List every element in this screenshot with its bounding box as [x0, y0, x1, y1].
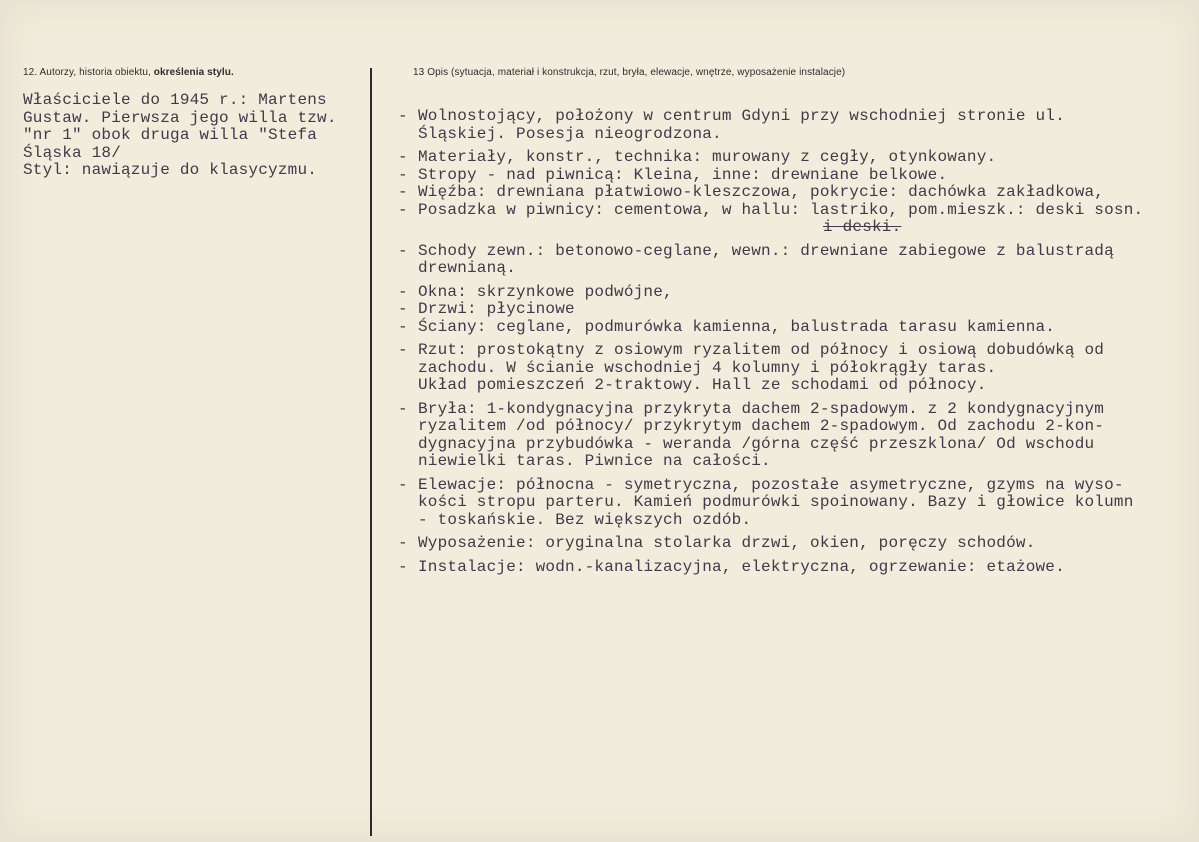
section-12-number: 12. [23, 67, 38, 78]
description-entry [398, 319, 1178, 337]
description-line: Instalacje: wodn.-kanalizacyjna, elektryczna, ogrzewanie: etażowe. [418, 557, 1065, 576]
history-line: Gustaw. Pierwsza jego willa tzw. [23, 108, 337, 127]
history-line: Właściciele do 1945 r.: Martens [23, 91, 327, 109]
description-line: Materiały, konstr., technika: murowany z cegły, otynkowany. [418, 148, 997, 166]
bullet-dash: - [398, 107, 408, 125]
description-line: drewnianą. [418, 259, 517, 277]
description-line: kości stropu parteru. Kamień podmurówki spoinowany. Bazy i głowice kolumn [418, 493, 1134, 511]
description-line: i deski. [823, 218, 902, 236]
description-line: ryzalitem /od północy/ przykrytym dachem 2-spadowym. Od zachodu 2-kon- [418, 417, 1105, 435]
section-12-label [23, 67, 234, 78]
description-entry [398, 477, 1178, 530]
bullet-dash: - [398, 148, 408, 166]
description-entry [398, 149, 1178, 167]
description-line: Rzut: prostokątny z osiowym ryzalitem od północy i osiową dobudówką od [418, 341, 1105, 359]
bullet-dash: - [398, 200, 408, 219]
bullet-dash: - [398, 534, 408, 552]
description-line: Ściany: ceglane, podmurówka kamienna, balustrada tarasu kamienna. [418, 317, 1056, 336]
description-entry [398, 243, 1178, 278]
description-entry [398, 342, 1178, 395]
description-line: zachodu. W ścianie wschodniej 4 kolumny i półokrągły taras. [418, 358, 997, 377]
description-text [398, 108, 1178, 582]
description-entry [398, 559, 1178, 577]
description-entry [398, 167, 1178, 185]
description-line: Okna: skrzynkowe podwójne, [418, 282, 673, 301]
description-line: Schody zewn.: betonowo-ceglane, wewn.: drewniane zabiegowe z balustradą [418, 241, 1114, 260]
description-entry [398, 284, 1178, 302]
description-line: Stropy - nad piwnicą: Kleina, inne: drewniane belkowe. [418, 165, 948, 184]
bullet-dash: - [398, 165, 408, 184]
section-12-bold: określenia stylu. [153, 67, 234, 78]
description-entry [398, 184, 1178, 202]
description-line: Bryła: 1-kondygnacyjna przykryta dachem 2-spadowym. z 2 kondygnacyjnym [418, 399, 1105, 418]
section-13-label [413, 67, 845, 78]
description-entry [398, 401, 1178, 471]
history-line: "nr 1" obok druga willa "Stefa [23, 126, 318, 144]
section-13-text: Opis (sytuacja, materiał i konstrukcja, rzut, bryła, elewacje, wnętrze, wyposażenie instalacje) [427, 67, 846, 78]
description-line: - toskańskie. Bez większych ozdób. [418, 510, 752, 529]
section-12-text: Autorzy, historia obiektu, [39, 67, 154, 78]
description-line: Elewacje: północna - symetryczna, pozostałe asymetryczne, gzyms na wyso- [418, 475, 1124, 494]
bullet-dash: - [398, 183, 408, 201]
history-text [23, 92, 363, 180]
description-entry [398, 535, 1178, 553]
bullet-dash: - [398, 399, 408, 418]
description-entry [398, 108, 1178, 143]
bullet-dash: - [398, 282, 408, 301]
bullet-dash: - [398, 300, 408, 318]
description-line: niewielki taras. Piwnice na całości. [418, 452, 771, 470]
column-divider [370, 68, 372, 836]
history-line: Styl: nawiązuje do klasycyzmu. [23, 161, 318, 179]
description-line: Wolnostojący, położony w centrum Gdyni przy wschodniej stronie ul. [418, 107, 1065, 125]
description-line: Wyposażenie: oryginalna stolarka drzwi, okien, poręczy schodów. [418, 534, 1036, 552]
bullet-dash: - [398, 341, 408, 359]
bullet-dash: - [398, 241, 408, 260]
bullet-dash: - [398, 557, 408, 576]
description-line: Śląskiej. Posesja nieogrodzona. [418, 124, 722, 143]
bullet-dash: - [398, 317, 408, 336]
description-entry [398, 301, 1178, 319]
description-line: Więźba: drewniana płatwiowo-kleszczowa, pokrycie: dachówka zakładkowa, [418, 183, 1105, 201]
description-line: Drzwi: płycinowe [418, 300, 575, 318]
section-13-number: 13 [413, 67, 425, 78]
description-line: dygnacyjna przybudówka - weranda /górna część przeszklona/ Od wschodu [418, 434, 1095, 453]
history-line: Śląska 18/ [23, 143, 122, 162]
description-line: Posadzka w piwnicy: cementowa, w hallu: lastriko, pom.mieszk.: deski sosn. [418, 200, 1144, 219]
description-entry [398, 202, 1178, 237]
bullet-dash: - [398, 475, 408, 494]
description-line: Układ pomieszczeń 2-traktowy. Hall ze schodami od północy. [418, 376, 987, 394]
